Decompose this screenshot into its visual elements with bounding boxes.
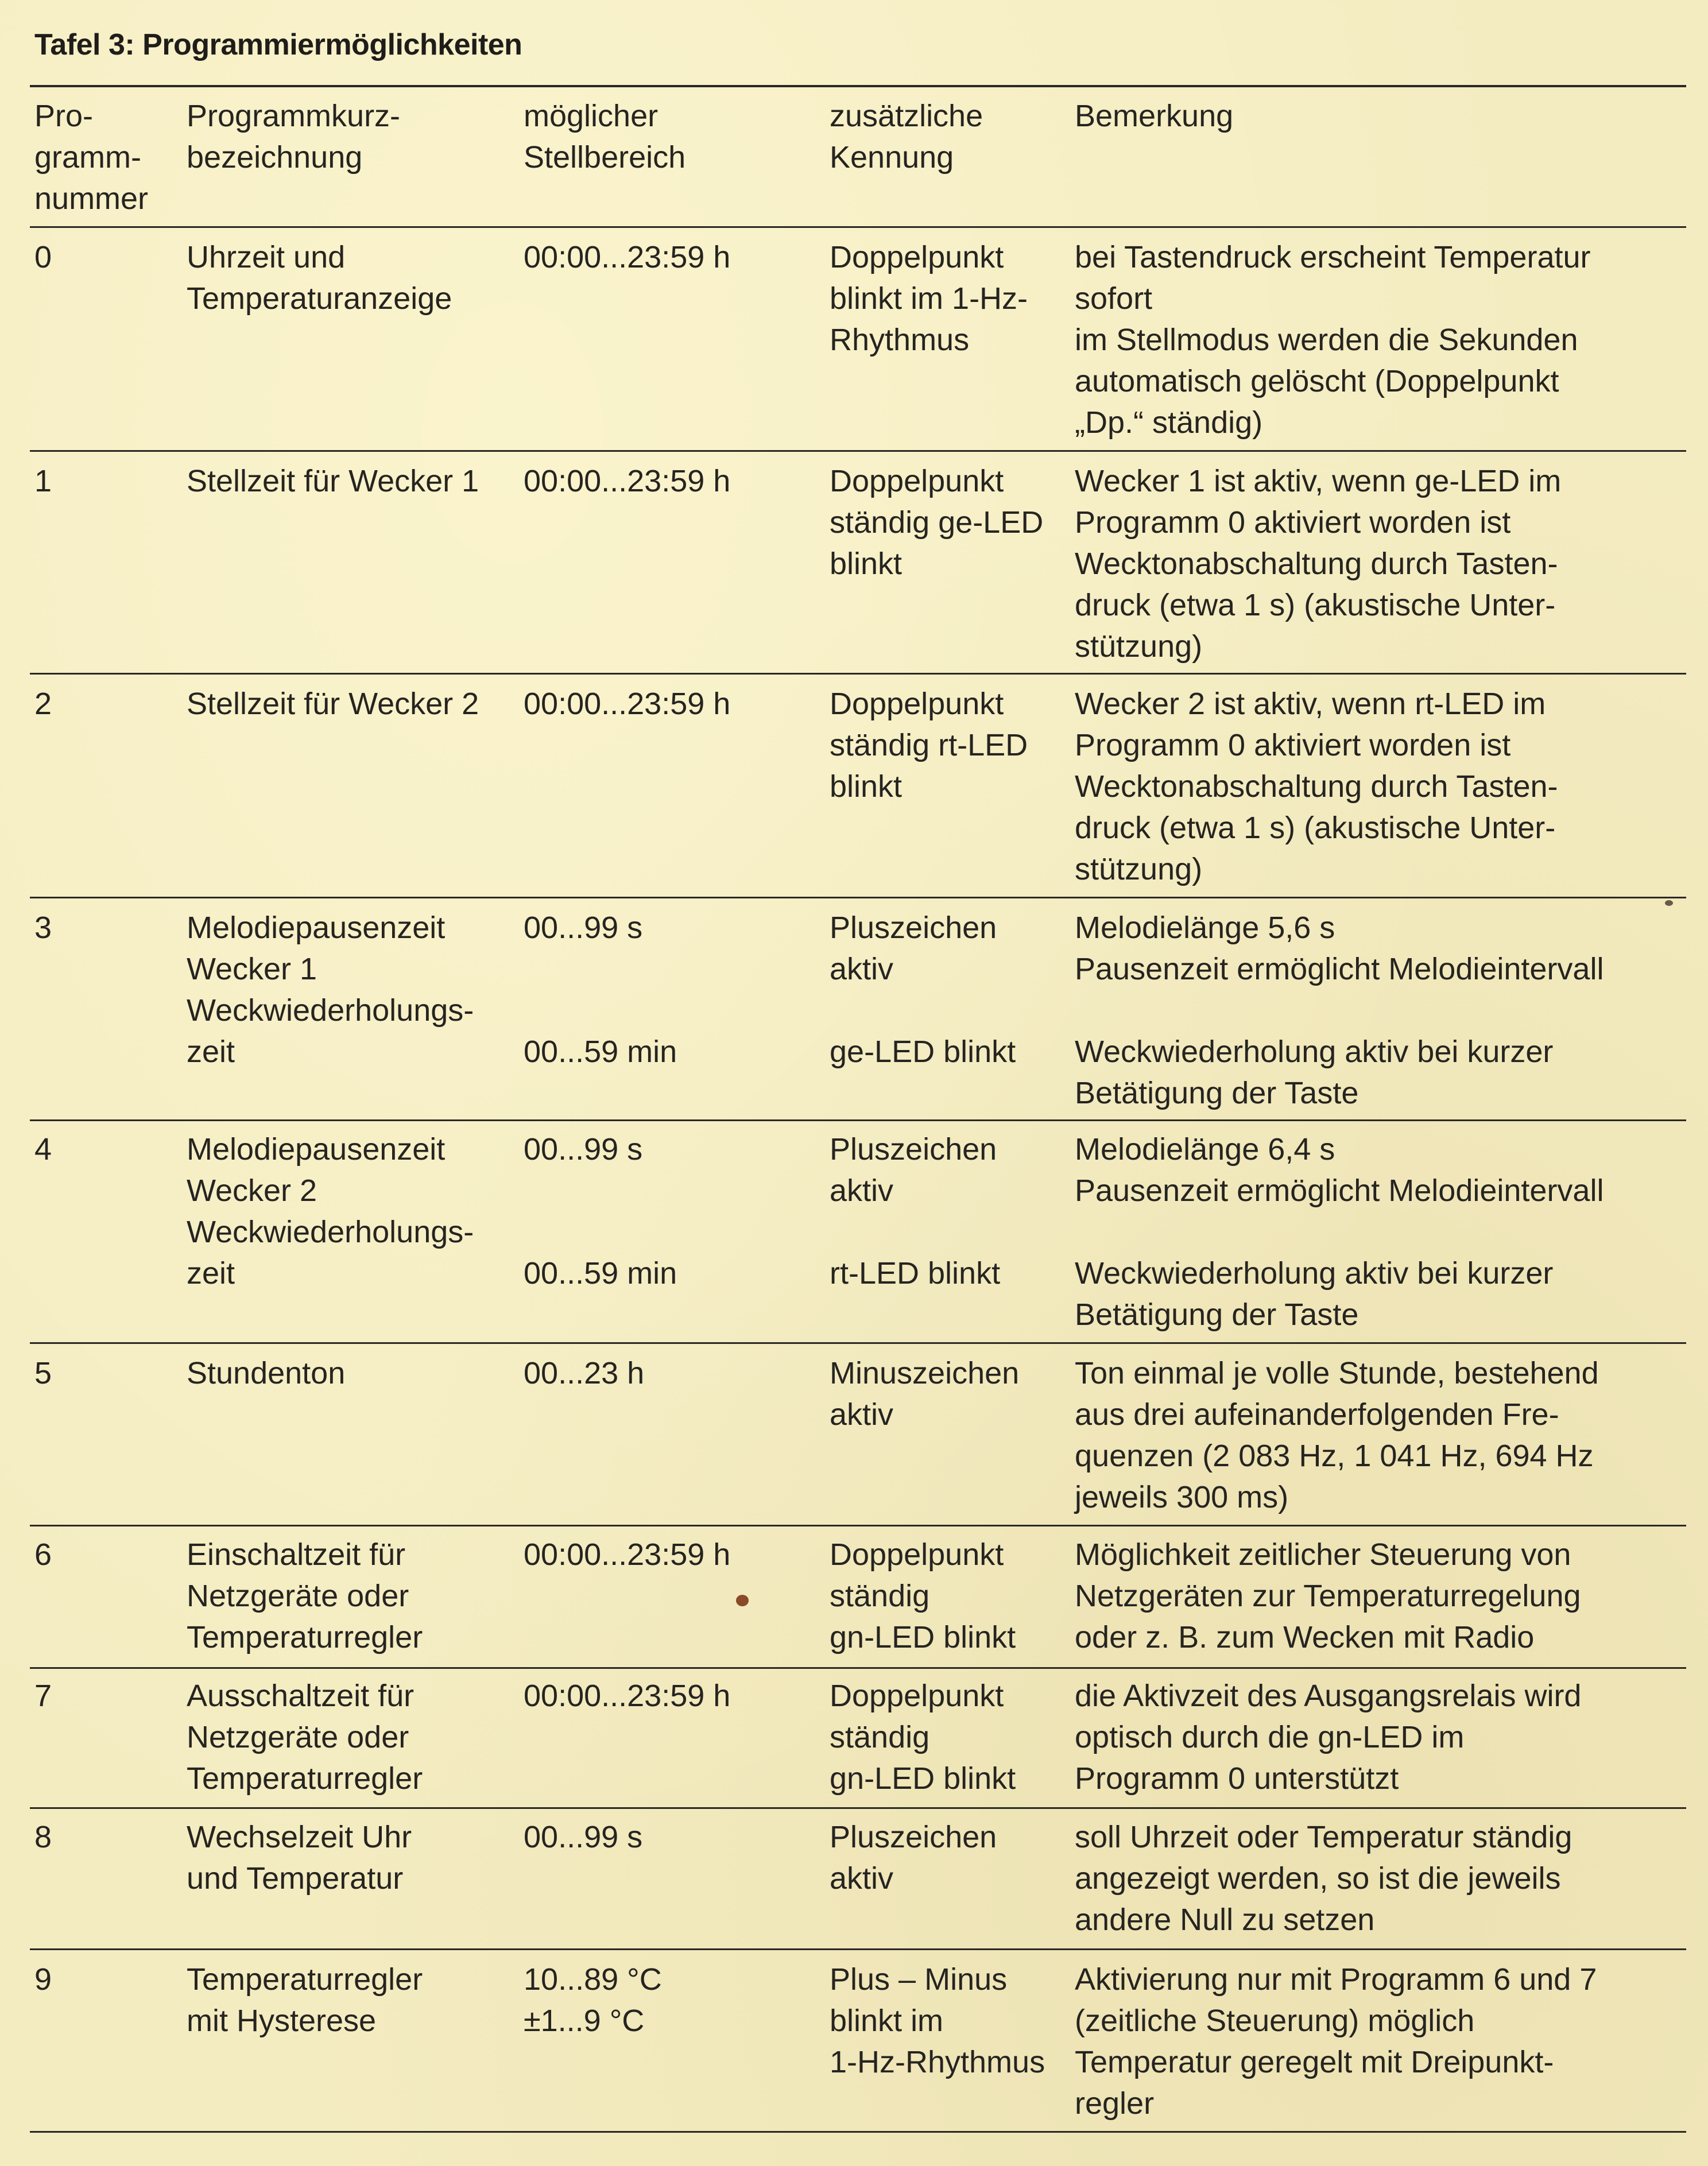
cell-kennung: Doppelpunkt blinkt im 1-Hz- Rhythmus xyxy=(830,240,1028,357)
cell-bemerkung: die Aktivzeit des Ausgangsrelais wird optisch durch die gn-LED im Programm 0 unterstützt xyxy=(1075,1679,1582,1796)
cell-nummer: 6 xyxy=(34,1537,52,1572)
cell-bereich: 00...99 s 00...59 min xyxy=(524,1132,677,1291)
cell-nummer: 3 xyxy=(34,910,52,945)
cell-nummer: 8 xyxy=(34,1820,52,1854)
cell-bereich: 00:00...23:59 h xyxy=(524,1537,731,1572)
header-stellbereich: möglicher Stellbereich xyxy=(524,99,686,175)
cell-kennung: Doppelpunkt ständig rt-LED blinkt xyxy=(830,687,1028,804)
cell-bemerkung: Möglichkeit zeitlicher Steuerung von Netzgeräten zur Temperaturregelung oder z. B. zum Wecken mit Radio xyxy=(1075,1537,1581,1654)
cell-bereich: 10...89 °C ±1...9 °C xyxy=(524,1962,662,2038)
cell-bereich: 00...99 s 00...59 min xyxy=(524,910,677,1069)
row-rule xyxy=(30,897,1686,898)
cell-bereich: 00...23 h xyxy=(524,1356,645,1390)
row-rule xyxy=(30,1807,1686,1809)
cell-nummer: 4 xyxy=(34,1132,52,1167)
cell-bereich: 00...99 s xyxy=(524,1820,643,1854)
cell-kennung: Doppelpunkt ständig gn-LED blinkt xyxy=(830,1537,1016,1654)
cell-nummer: 1 xyxy=(34,464,52,498)
cell-bezeichnung: Ausschaltzeit für Netzgeräte oder Temperaturregler xyxy=(187,1679,423,1796)
cell-bereich: 00:00...23:59 h xyxy=(524,464,731,498)
cell-bezeichnung: Melodiepausenzeit Wecker 1 Weckwiederholungs- zeit xyxy=(187,910,474,1069)
cell-bemerkung: bei Tastendruck erscheint Temperatur sofort im Stellmodus werden die Sekunden automatisch gelöscht (Doppelpunkt „Dp.“ ständig) xyxy=(1075,240,1591,440)
row-rule xyxy=(30,1119,1686,1121)
cell-bereich: 00:00...23:59 h xyxy=(524,687,731,721)
cell-bezeichnung: Stellzeit für Wecker 1 xyxy=(187,464,479,498)
cell-nummer: 2 xyxy=(34,687,52,721)
cell-bezeichnung: Stellzeit für Wecker 2 xyxy=(187,687,479,721)
cell-nummer: 5 xyxy=(34,1356,52,1390)
cell-bezeichnung: Uhrzeit und Temperaturanzeige xyxy=(187,240,452,316)
header-kennung: zusätzliche Kennung xyxy=(830,99,983,175)
cell-nummer: 9 xyxy=(34,1962,52,1997)
cell-bereich: 00:00...23:59 h xyxy=(524,1679,731,1713)
table-top-rule xyxy=(30,85,1686,87)
row-rule xyxy=(30,1948,1686,1950)
cell-kennung: Pluszeichen aktiv rt-LED blinkt xyxy=(830,1132,1001,1291)
cell-bezeichnung: Temperaturregler mit Hysterese xyxy=(187,1962,423,2038)
cell-bemerkung: Melodielänge 6,4 s Pausenzeit ermöglicht Melodieintervall Weckwiederholung aktiv bei kurzer Betätigung der Taste xyxy=(1075,1132,1604,1332)
cell-kennung: Minuszeichen aktiv xyxy=(830,1356,1020,1432)
cell-kennung: Doppelpunkt ständig gn-LED blinkt xyxy=(830,1679,1016,1796)
row-rule xyxy=(30,450,1686,452)
cell-bezeichnung: Einschaltzeit für Netzgeräte oder Temperaturregler xyxy=(187,1537,423,1654)
header-programmnummer: Pro- gramm- nummer xyxy=(34,99,149,216)
cell-bezeichnung: Melodiepausenzeit Wecker 2 Weckwiederholungs- zeit xyxy=(187,1132,474,1291)
cell-bezeichnung: Stundenton xyxy=(187,1356,346,1390)
paper-speck xyxy=(1665,900,1673,906)
cell-bemerkung: Wecker 1 ist aktiv, wenn ge-LED im Programm 0 aktiviert worden ist Wecktonabschaltung durch Tasten- druck (etwa 1 s) (akustische Unter- stützung) xyxy=(1075,464,1562,664)
row-rule xyxy=(30,1667,1686,1669)
cell-bemerkung: Melodielänge 5,6 s Pausenzeit ermöglicht Melodieintervall Weckwiederholung aktiv bei kurzer Betätigung der Taste xyxy=(1075,910,1604,1110)
cell-bemerkung: soll Uhrzeit oder Temperatur ständig angezeigt werden, so ist die jeweils andere Null zu setzen xyxy=(1075,1820,1573,1937)
row-rule xyxy=(30,1342,1686,1344)
cell-kennung: Pluszeichen aktiv ge-LED blinkt xyxy=(830,910,1016,1069)
header-rule xyxy=(30,226,1686,228)
cell-kennung: Plus – Minus blinkt im 1-Hz-Rhythmus xyxy=(830,1962,1045,2079)
row-rule xyxy=(30,673,1686,675)
cell-bemerkung: Aktivierung nur mit Programm 6 und 7 (zeitliche Steuerung) möglich Temperatur geregelt mit Dreipunkt- regler xyxy=(1075,1962,1597,2121)
cell-bemerkung: Ton einmal je volle Stunde, bestehend aus drei aufeinanderfolgenden Fre- quenzen (2 083 Hz, 1 041 Hz, 694 Hz jeweils 300 ms) xyxy=(1075,1356,1599,1514)
paper-speck xyxy=(736,1595,749,1606)
cell-bemerkung: Wecker 2 ist aktiv, wenn rt-LED im Programm 0 aktiviert worden ist Wecktonabschaltung durch Tasten- druck (etwa 1 s) (akustische Unter- stützung) xyxy=(1075,687,1558,886)
header-bezeichnung: Programmkurz- bezeichnung xyxy=(187,99,401,175)
cell-nummer: 0 xyxy=(34,240,52,274)
cell-bezeichnung: Wechselzeit Uhr und Temperatur xyxy=(187,1820,412,1896)
header-bemerkung: Bemerkung xyxy=(1075,99,1234,133)
cell-kennung: Pluszeichen aktiv xyxy=(830,1820,997,1896)
cell-nummer: 7 xyxy=(34,1679,52,1713)
row-rule xyxy=(30,1525,1686,1526)
cell-kennung: Doppelpunkt ständig ge-LED blinkt xyxy=(830,464,1044,581)
table-bottom-rule xyxy=(30,2131,1686,2133)
cell-bereich: 00:00...23:59 h xyxy=(524,240,731,274)
table-title: Tafel 3: Programmiermöglichkeiten xyxy=(34,28,522,61)
